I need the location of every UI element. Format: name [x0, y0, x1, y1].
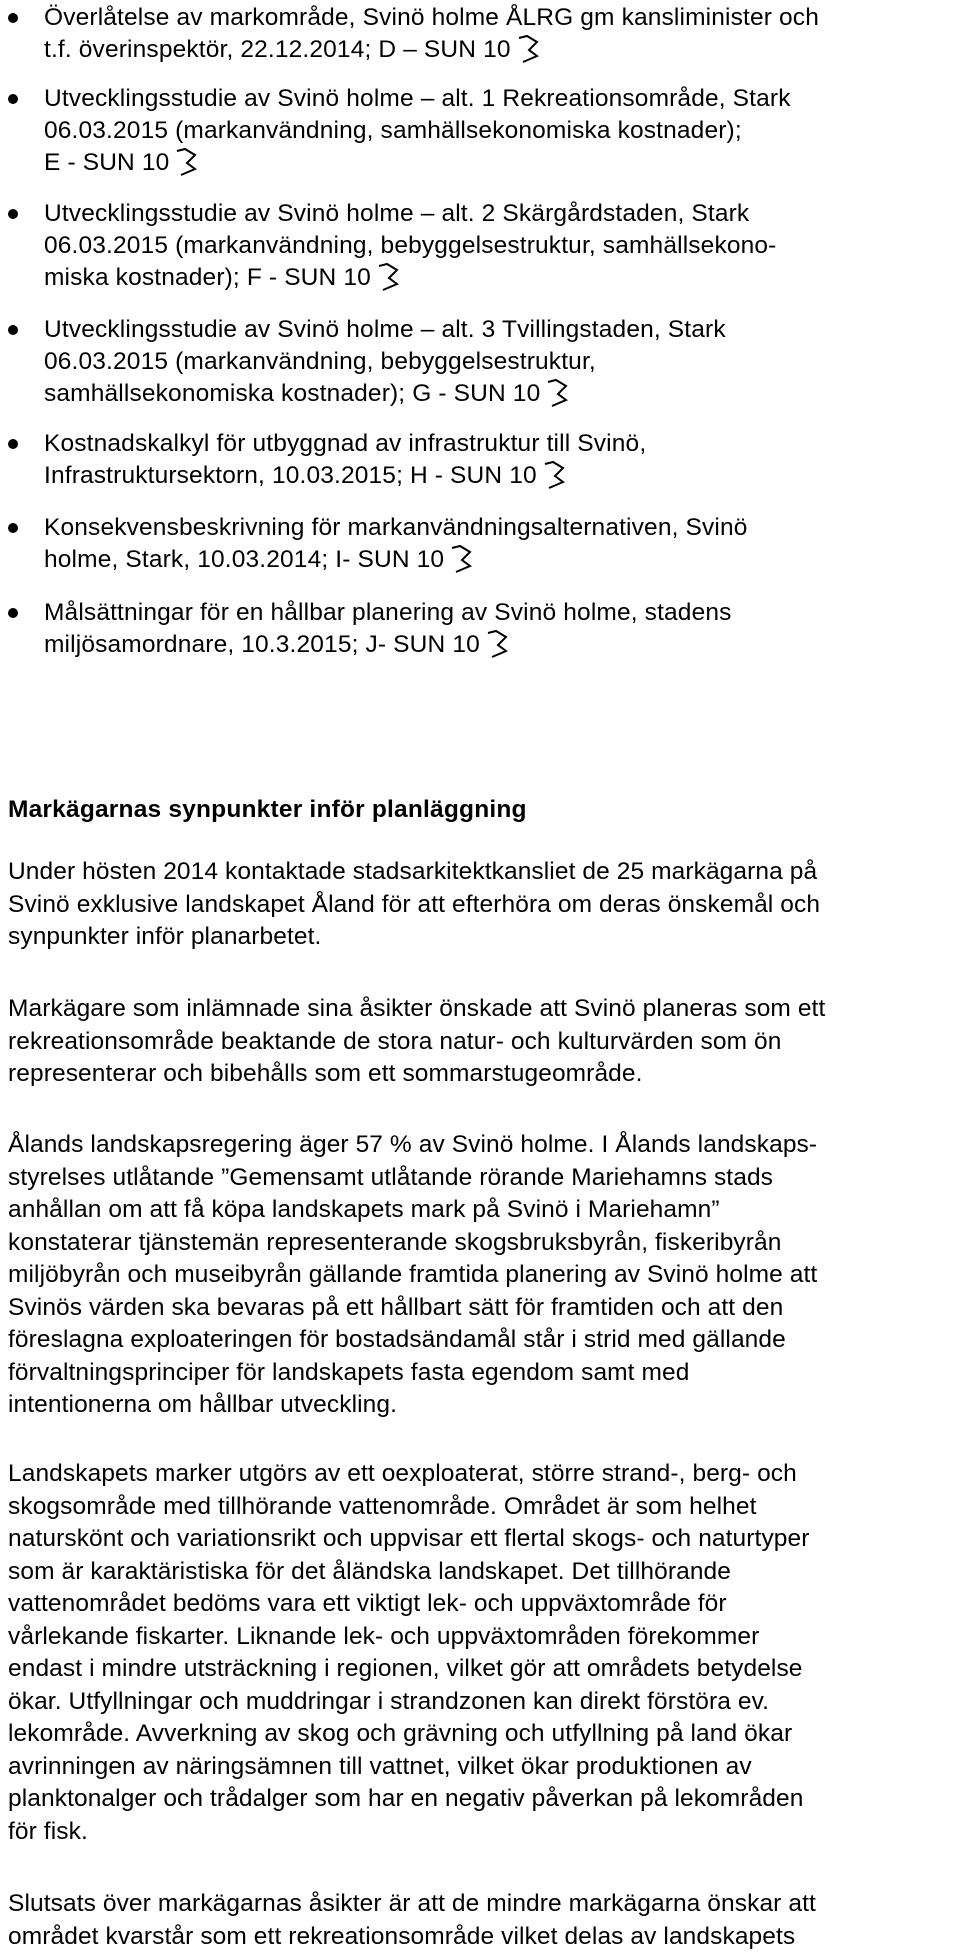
paragraph-line: konstaterar tjänstemän representerande skogsbruksbyrån, fiskeribyrån [8, 1228, 782, 1256]
paragraph-line: Svinös värden ska bevaras på ett hållbart sätt för framtiden och att den [8, 1293, 784, 1321]
paragraph-line: Under hösten 2014 kontaktade stadsarkitektkansliet de 25 markägarna på [8, 858, 818, 885]
paragraph-section-icon [546, 378, 568, 408]
reference-text-line: Överlåtelse av markområde, Svinö holme ÅLRG gm kansliminister och [44, 4, 819, 31]
paragraph-line: rekreationsområde beaktande de stora natur- och kulturvärden som ön [8, 1027, 782, 1055]
paragraph-section-icon [175, 147, 197, 177]
paragraph-line: anhållan om att få köpa landskapets mark på Svinö i Mariehamn” [8, 1196, 720, 1223]
body-paragraph [8, 1458, 953, 1848]
paragraph-line: vårlekande fiskarter. Liknande lek- och uppväxtområden förekommer [8, 1622, 760, 1650]
paragraph-line: planktonalger och trådalger som har en negativ påverkan på lekområden [8, 1785, 804, 1812]
paragraph-section-icon [517, 34, 539, 64]
paragraph-line: ökar. Utfyllningar och muddringar i strandzonen kan direkt förstöra ev. [8, 1687, 770, 1715]
bullet-icon [8, 209, 18, 219]
reference-text-line: 06.03.2015 (markanvändning, bebyggelsestruktur, [44, 348, 596, 375]
bullet-icon [8, 608, 18, 618]
reference-text-line: miska kostnader); F - SUN 10 [44, 262, 944, 294]
paragraph-line: intentionerna om hållbar utveckling. [8, 1391, 398, 1418]
reference-item [44, 428, 944, 492]
section-heading: Markägarnas synpunkter inför planläggning [8, 796, 527, 823]
reference-text-line: t.f. överinspektör, 22.12.2014; D – SUN 10 [44, 34, 944, 66]
reference-item [44, 2, 944, 66]
paragraph-line: föreslagna exploateringen för bostadsändamål står i strid med gällande [8, 1326, 786, 1353]
reference-text-line: Infrastruktursektorn, 10.03.2015; H - SUN 10 [44, 460, 944, 492]
bullet-icon [8, 439, 18, 449]
paragraph-line: lekområde. Avverkning av skog och grävning och utfyllning på land ökar [8, 1720, 793, 1747]
paragraph-line: representerar och bibehålls som ett sommarstugeområde. [8, 1060, 643, 1087]
body-paragraph [8, 1888, 953, 1953]
paragraph-line: Ålands landskapsregering äger 57 % av Svinö holme. I Ålands landskaps- [8, 1131, 818, 1158]
reference-text-line: Kostnadskalkyl för utbyggnad av infrastruktur till Svinö, [44, 430, 647, 457]
reference-text-line: Utvecklingsstudie av Svinö holme – alt. 1 Rekreationsområde, Stark [44, 85, 791, 112]
reference-text-line: E - SUN 10 [44, 147, 944, 179]
paragraph-line: miljöbyrån och museibyrån gällande framtida planering av Svinö holme att [8, 1261, 818, 1288]
paragraph-section-icon [486, 629, 508, 659]
paragraph-line: för fisk. [8, 1817, 88, 1845]
reference-text-line: holme, Stark, 10.03.2014; I- SUN 10 [44, 544, 944, 576]
paragraph-line: Slutsats över markägarnas åsikter är att de mindre markägarna önskar att [8, 1890, 816, 1917]
reference-text-line: samhällsekonomiska kostnader); G - SUN 10 [44, 378, 944, 410]
bullet-icon [8, 325, 18, 335]
paragraph-line: Svinö exklusive landskapet Åland för att efterhöra om deras önskemål och [8, 890, 821, 918]
paragraph-section-icon [450, 544, 472, 574]
paragraph-line: som är karaktäristiska för det åländska landskapet. Det tillhörande [8, 1557, 732, 1585]
reference-text-line: miljösamordnare, 10.3.2015; J- SUN 10 [44, 629, 944, 661]
reference-item [44, 512, 944, 576]
paragraph-line: endast i mindre utsträckning i regionen, vilket gör att områdets betydelse [8, 1655, 803, 1682]
paragraph-line: förvaltningsprinciper för landskapets fasta egendom samt med [8, 1358, 690, 1386]
paragraph-line: avrinningen av näringsämnen till vattnet, vilket ökar produktionen av [8, 1752, 752, 1780]
paragraph-line: styrelses utlåtande ”Gemensamt utlåtande rörande Mariehamns stads [8, 1163, 774, 1191]
reference-text-line: Målsättningar för en hållbar planering av Svinö holme, stadens [44, 599, 732, 626]
reference-text-line: 06.03.2015 (markanvändning, bebyggelsestruktur, samhällsekono- [44, 232, 777, 259]
bullet-icon [8, 94, 18, 104]
paragraph-section-icon [377, 262, 399, 292]
body-paragraph [8, 1129, 953, 1422]
reference-text-line: Konsekvensbeskrivning för markanvändningsalternativen, Svinö [44, 514, 748, 541]
bullet-icon [8, 13, 18, 23]
body-paragraph [8, 856, 953, 954]
reference-item [44, 597, 944, 661]
reference-item [44, 314, 944, 410]
paragraph-line: Markägare som inlämnade sina åsikter önskade att Svinö planeras som ett [8, 995, 826, 1022]
paragraph-line: naturskönt och variationsrikt och uppvisar ett flertal skogs- och naturtyper [8, 1525, 810, 1552]
reference-text-line: 06.03.2015 (markanvändning, samhällsekonomiska kostnader); [44, 117, 742, 144]
paragraph-line: vattenområdet bedöms vara ett viktigt lek- och uppväxtområde för [8, 1590, 727, 1617]
bullet-icon [8, 523, 18, 533]
paragraph-section-icon [543, 460, 565, 490]
reference-item [44, 198, 944, 294]
paragraph-line: synpunkter inför planarbetet. [8, 923, 322, 950]
paragraph-line: skogsområde med tillhörande vattenområde. Området är som helhet [8, 1492, 757, 1520]
paragraph-line: området kvarstår som ett rekreationsområde vilket delas av landskapets [8, 1922, 796, 1950]
body-paragraph [8, 993, 953, 1091]
reference-text-line: Utvecklingsstudie av Svinö holme – alt. 2 Skärgårdstaden, Stark [44, 200, 750, 227]
reference-item [44, 83, 944, 179]
reference-text-line: Utvecklingsstudie av Svinö holme – alt. 3 Tvillingstaden, Stark [44, 316, 726, 343]
paragraph-line: Landskapets marker utgörs av ett oexploaterat, större strand-, berg- och [8, 1460, 797, 1487]
